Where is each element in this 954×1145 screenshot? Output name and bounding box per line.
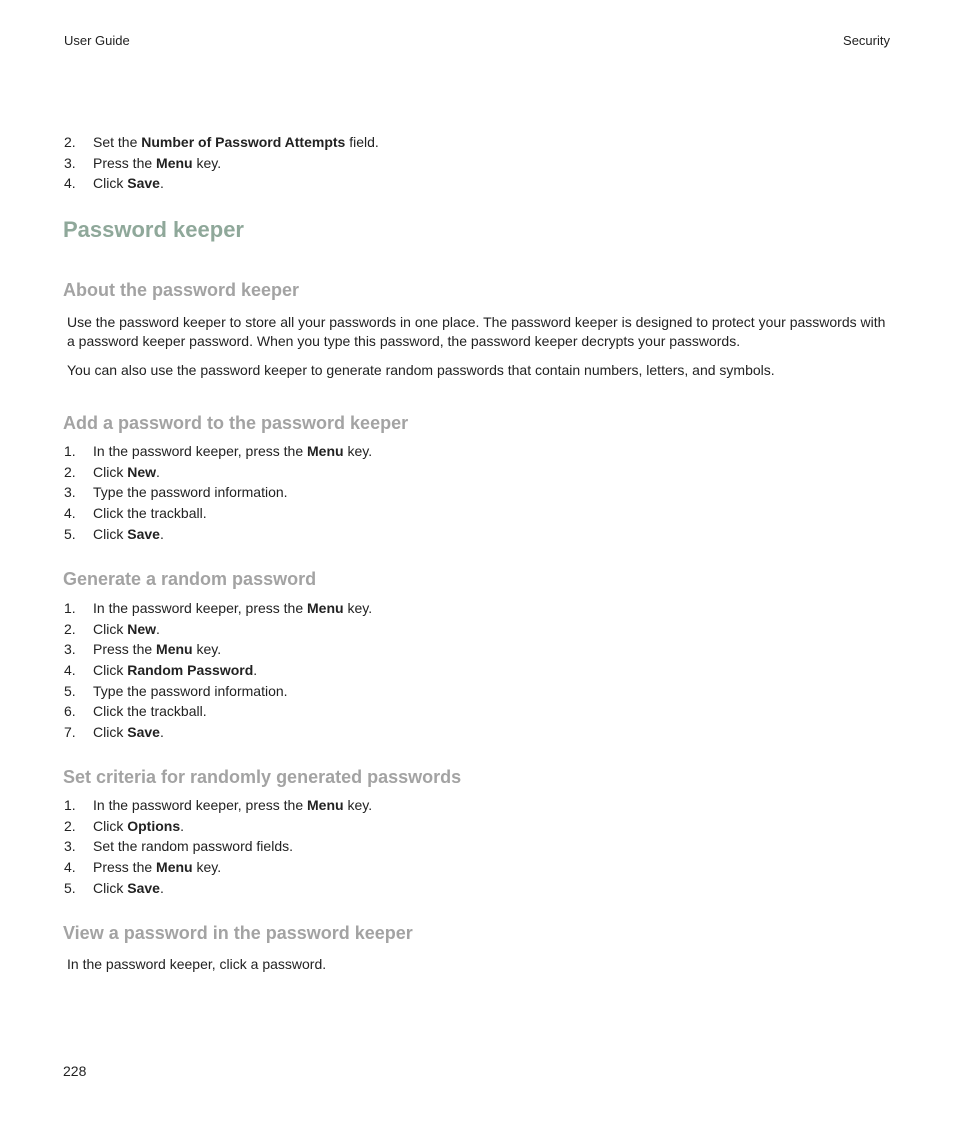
step-text-end: . (159, 724, 164, 741)
step-text: Click the trackball. (93, 505, 207, 522)
step-ui-term: Save (127, 525, 160, 542)
step-ui-term: Number of Password Attempts (141, 134, 346, 150)
step-number: 1. (64, 600, 76, 616)
step-number: 7. (64, 724, 76, 741)
step-number: 2. (64, 620, 76, 637)
step-item (64, 722, 372, 743)
step-number: 4. (64, 175, 76, 192)
generate-password-steps (64, 598, 372, 743)
page-number: 228 (63, 1063, 87, 1079)
step-number: 2. (64, 817, 76, 834)
step-ui-term: Options (127, 817, 181, 834)
step-text: Type the password information. (93, 682, 288, 699)
step-text: Click (93, 879, 128, 896)
heading-view-password: View a password in the password keeper (63, 923, 413, 943)
step-item (64, 836, 372, 857)
step-item (64, 173, 379, 194)
step-item (64, 153, 379, 174)
step-item (64, 857, 372, 878)
step-item (64, 681, 372, 702)
step-item (64, 524, 372, 545)
step-text: Click (93, 662, 128, 679)
step-item (64, 132, 379, 153)
step-item (64, 816, 372, 837)
step-text: Set the (93, 134, 142, 150)
step-number: 1. (64, 443, 76, 459)
heading-add-password: Add a password to the password keeper (63, 413, 409, 433)
step-item (64, 619, 372, 640)
step-ui-term: New (127, 620, 157, 637)
step-number: 4. (64, 505, 76, 522)
step-text-end: key. (192, 154, 222, 171)
step-item (64, 462, 372, 483)
step-number: 3. (64, 484, 76, 501)
step-text-end: . (156, 620, 160, 637)
step-text: Click (93, 463, 128, 480)
step-ui-term: Menu (307, 797, 344, 813)
step-text: Type the password information. (93, 484, 288, 501)
step-ui-term: Save (127, 724, 160, 741)
step-number: 5. (64, 879, 76, 896)
running-header-section: Security (843, 33, 890, 48)
heading-generate-password: Generate a random password (63, 569, 317, 589)
step-number: 4. (64, 662, 76, 679)
about-paragraph-2: You can also use the password keeper to generate random passwords that contain numbers, letters, and symbols. (67, 362, 775, 378)
step-item (64, 701, 372, 722)
add-password-steps (64, 441, 372, 544)
view-paragraph: In the password keeper, click a password. (67, 956, 327, 972)
step-text-end: . (156, 463, 160, 480)
step-item (64, 878, 372, 899)
step-number: 5. (64, 682, 76, 699)
heading-about: About the password keeper (63, 280, 300, 300)
step-item (64, 639, 372, 660)
step-text-end: . (253, 662, 258, 679)
step-text-end: field. (345, 134, 379, 150)
step-text-end: key. (343, 600, 373, 616)
step-text: Press the (93, 859, 157, 876)
step-text-end: key. (192, 641, 222, 658)
step-number: 6. (64, 703, 76, 720)
step-ui-term: Menu (307, 600, 344, 616)
step-number: 1. (64, 797, 76, 813)
step-number: 2. (64, 134, 76, 150)
step-text: In the password keeper, press the (93, 600, 308, 616)
step-text-end: . (159, 525, 164, 542)
step-ui-term: Menu (156, 641, 193, 658)
intro-steps-list (64, 132, 379, 194)
step-text: Click (93, 525, 128, 542)
step-text-end: . (159, 175, 164, 192)
step-text: Set the random password fields. (93, 838, 293, 855)
about-paragraph-1: Use the password keeper to store all your passwords in one place. The password keeper is designed to protect your passwords with a password keeper password. When you type this password, the password keeper decrypts your passwords. (67, 314, 886, 349)
heading-set-criteria: Set criteria for randomly generated passwords (63, 767, 462, 787)
step-text-end: key. (343, 443, 373, 459)
step-item (64, 482, 372, 503)
step-number: 3. (64, 838, 76, 855)
step-item (64, 660, 372, 681)
step-ui-term: Menu (156, 859, 193, 876)
running-header-title: User Guide (64, 33, 130, 48)
step-text: Click (93, 817, 128, 834)
step-item (64, 441, 372, 462)
step-number: 2. (64, 463, 76, 480)
step-item (64, 503, 372, 524)
step-text: Press the (93, 154, 157, 171)
step-number: 5. (64, 525, 76, 542)
step-text: Click (93, 620, 128, 637)
step-number: 4. (64, 859, 76, 876)
step-text: In the password keeper, press the (93, 443, 308, 459)
step-text: Press the (93, 641, 157, 658)
step-ui-term: Save (127, 175, 160, 192)
step-ui-term: Menu (156, 154, 193, 171)
step-item (64, 795, 372, 816)
step-text: Click (93, 175, 128, 192)
step-number: 3. (64, 154, 76, 171)
step-text: Click the trackball. (93, 703, 207, 720)
step-ui-term: Menu (307, 443, 344, 459)
step-text: In the password keeper, press the (93, 797, 308, 813)
set-criteria-steps (64, 795, 372, 898)
step-ui-term: Save (127, 879, 160, 896)
step-number: 3. (64, 641, 76, 658)
step-text-end: key. (343, 797, 373, 813)
step-text-end: . (180, 817, 185, 834)
step-text-end: . (159, 879, 164, 896)
page-title: Password keeper (63, 217, 244, 242)
step-item (64, 598, 372, 619)
step-ui-term: New (127, 463, 157, 480)
step-text-end: key. (192, 859, 222, 876)
step-ui-term: Random Password (127, 662, 254, 679)
step-text: Click (93, 724, 128, 741)
